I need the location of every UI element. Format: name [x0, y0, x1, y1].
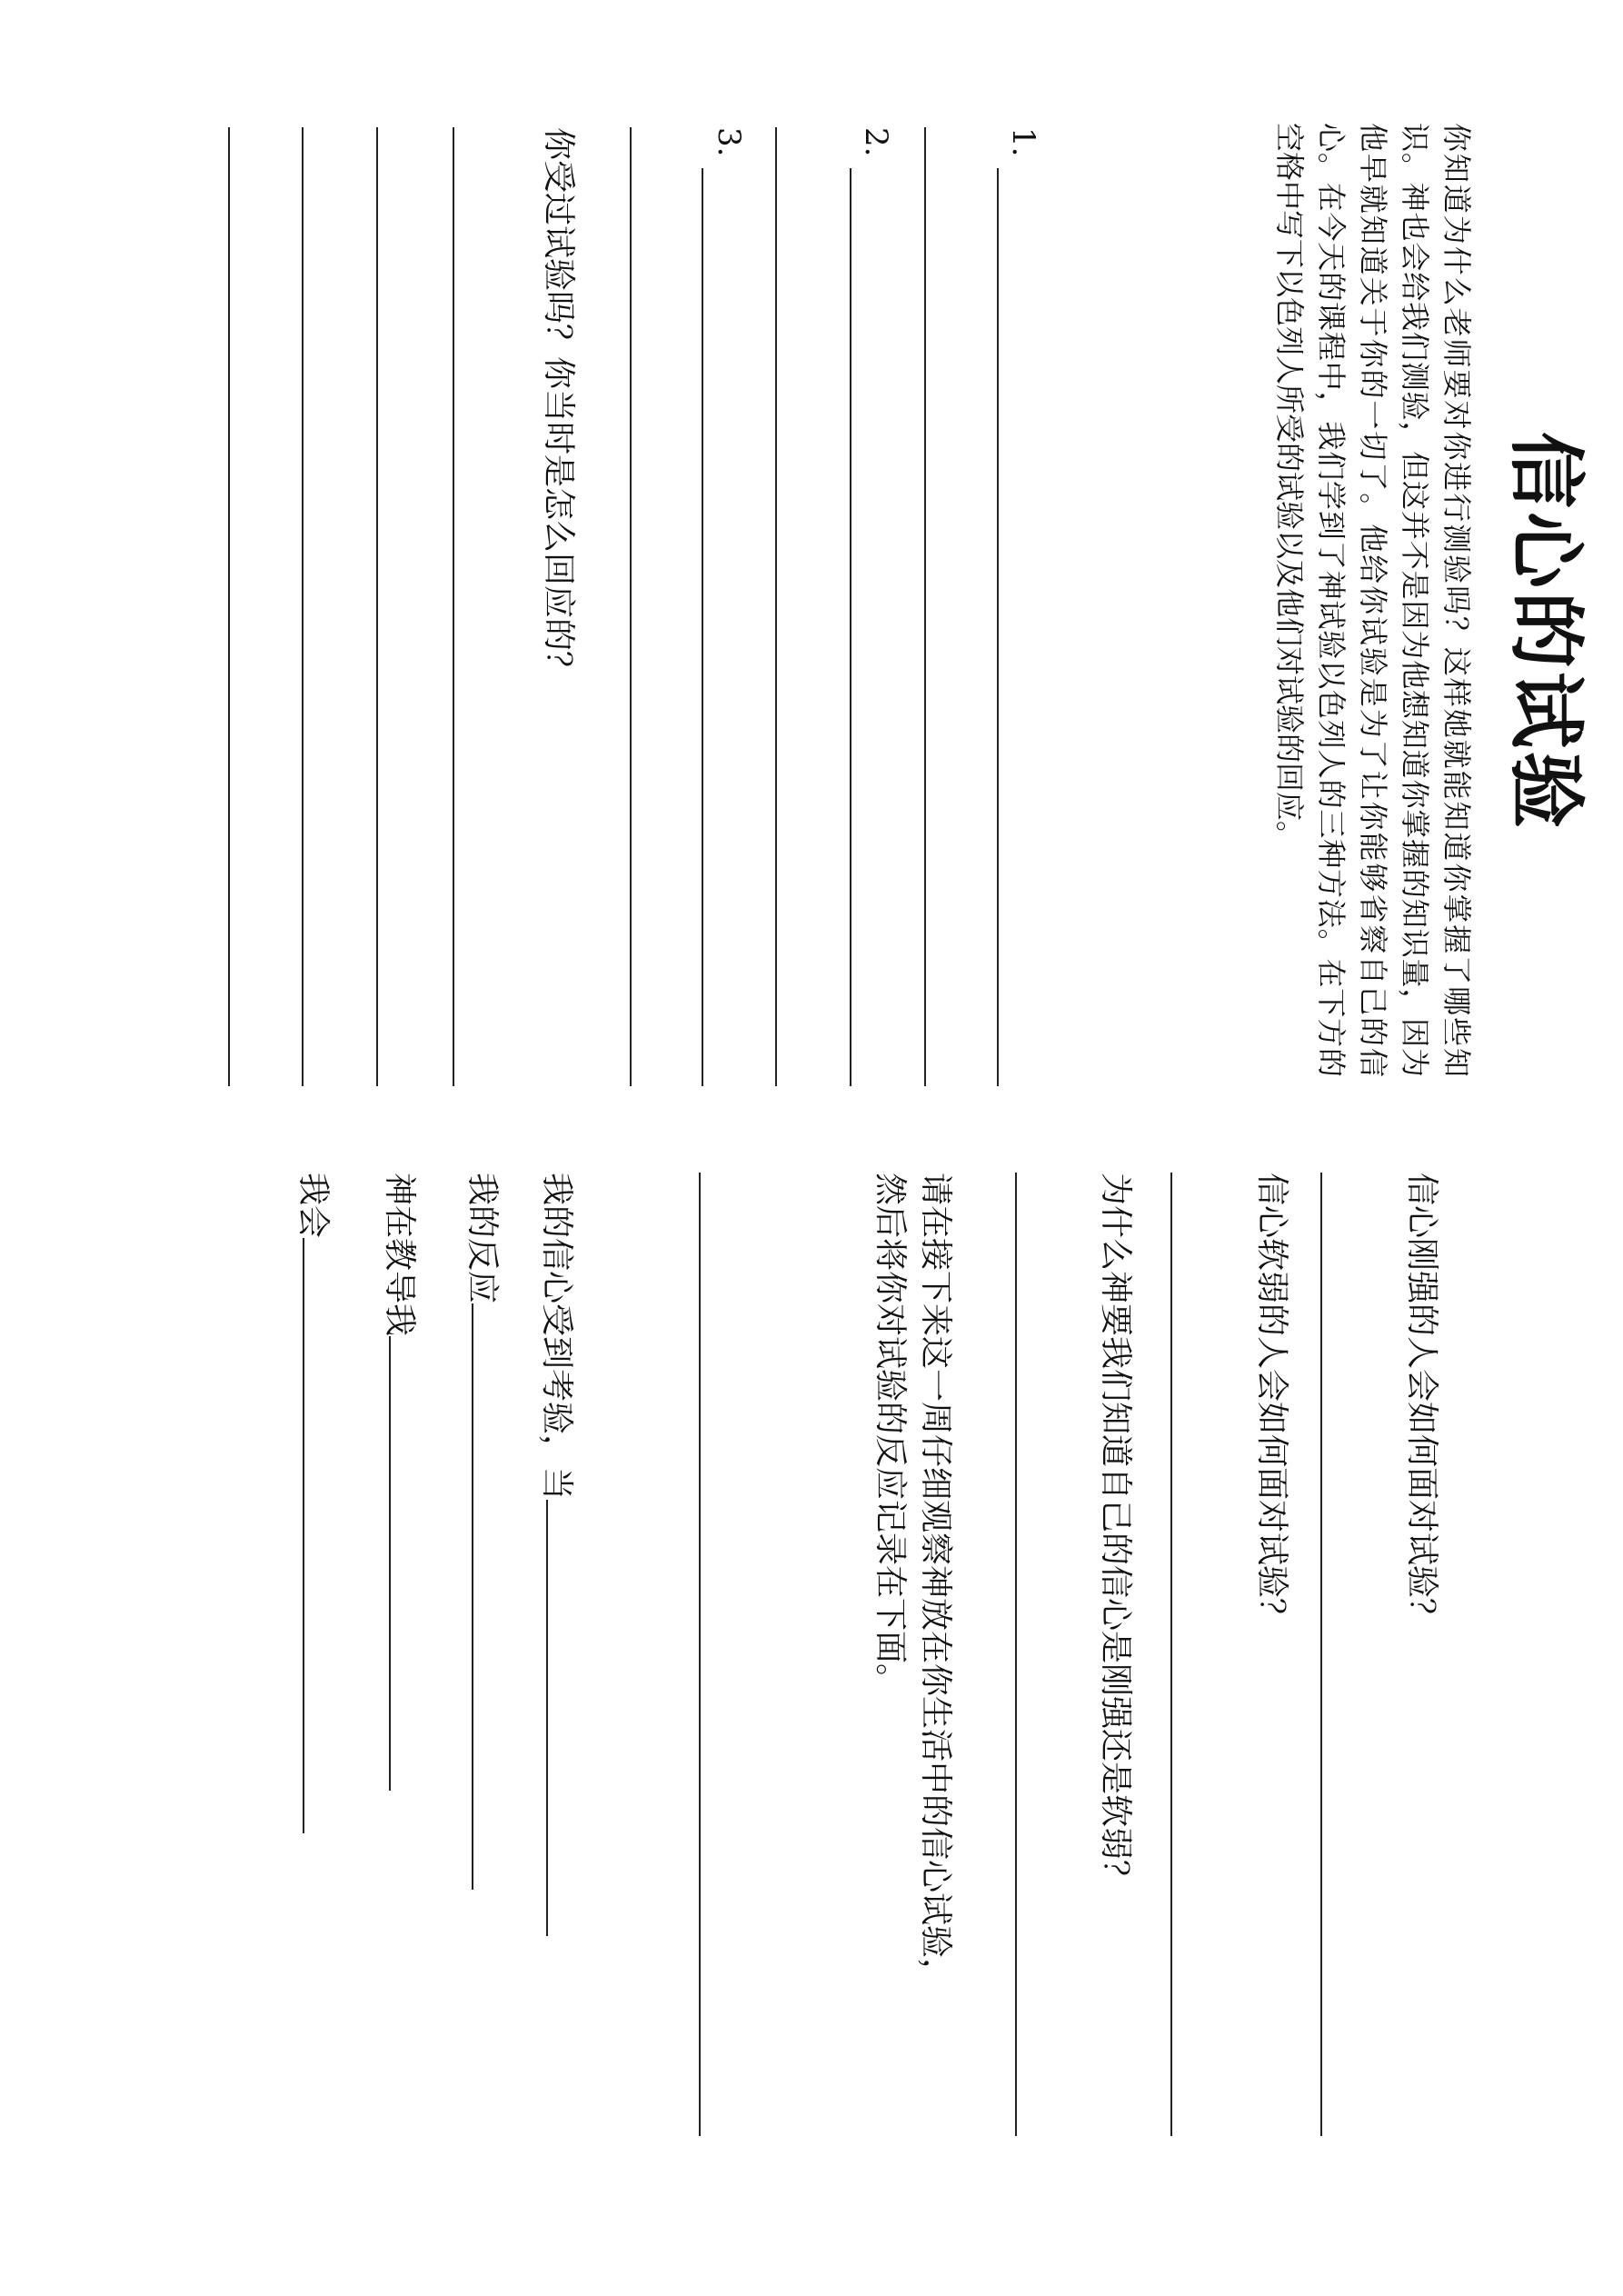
prompt-my-reaction-blank[interactable]	[472, 1303, 473, 1890]
reflection-line-3[interactable]	[302, 127, 304, 1086]
prompt-god-teaching-label: 神在教导我	[381, 1173, 418, 1337]
answer-line-1a[interactable]	[997, 168, 999, 1086]
prompt-faith-tested-label: 我的信心受到考验，当	[538, 1173, 575, 1501]
instruction-line-1: 请在接下来这一周仔细观察神放在你生活中的信心试验，	[917, 1173, 954, 1992]
instruction-line-blank[interactable]	[699, 1173, 701, 2136]
question-weak-faith: 信心软弱的人会如何面对试验？	[1253, 1173, 1290, 1632]
question-why-know: 为什么神要我们知道自己的信心是刚强还是软弱？	[1097, 1173, 1134, 1893]
strong-faith-line[interactable]	[1320, 1173, 1322, 2136]
instruction-line-2: 然后将你对试验的反应记录在下面。	[871, 1173, 909, 1697]
prompt-i-will-label: 我会	[294, 1173, 332, 1239]
intro-paragraph: 你知道为什么老师要对你进行测验吗？这样她就能知道你掌握了哪些知识。神也会给我们测验，但这并不是因为他想知道你掌握的知识量，因为他早就知道关于你的一切了。他给你试验是为了让你能够省察自己的信心。在今天的课程中，我们学到了神试验以色列人的三种方法。在下方的空格中写下以色列人所受的试验以及他们对试验的回应。	[1272, 123, 1474, 1077]
answer-line-1b[interactable]	[924, 127, 926, 1086]
answer-line-2a[interactable]	[850, 168, 851, 1086]
answer-line-3b[interactable]	[630, 127, 632, 1086]
answer-number-3: 3.	[711, 127, 747, 157]
why-know-line[interactable]	[1015, 1173, 1017, 2136]
reflection-line-2[interactable]	[376, 127, 378, 1086]
prompt-faith-tested	[536, 1173, 576, 1936]
question-strong-faith: 信心刚强的人会如何面对试验？	[1403, 1173, 1440, 1632]
prompt-i-will-blank[interactable]	[303, 1238, 304, 1833]
weak-faith-line[interactable]	[1170, 1173, 1172, 2136]
answer-number-2: 2.	[858, 127, 894, 157]
prompt-my-reaction-label: 我的反应	[463, 1173, 501, 1304]
prompt-my-reaction	[462, 1173, 502, 1890]
prompt-faith-tested-blank[interactable]	[546, 1500, 548, 1936]
answer-line-2b[interactable]	[775, 127, 777, 1086]
answer-number-1: 1.	[1005, 127, 1041, 157]
prompt-god-teaching-blank[interactable]	[389, 1336, 391, 1791]
prompt-i-will	[293, 1173, 333, 1833]
answer-line-3a[interactable]	[702, 168, 703, 1086]
reflection-question: 你受过试验吗？你当时是怎么回应的？	[540, 127, 577, 684]
worksheet-title: 信心的试验	[1501, 431, 1590, 832]
reflection-line-1[interactable]	[453, 127, 454, 1086]
prompt-god-teaching	[379, 1173, 419, 1791]
reflection-line-4[interactable]	[228, 127, 230, 1086]
